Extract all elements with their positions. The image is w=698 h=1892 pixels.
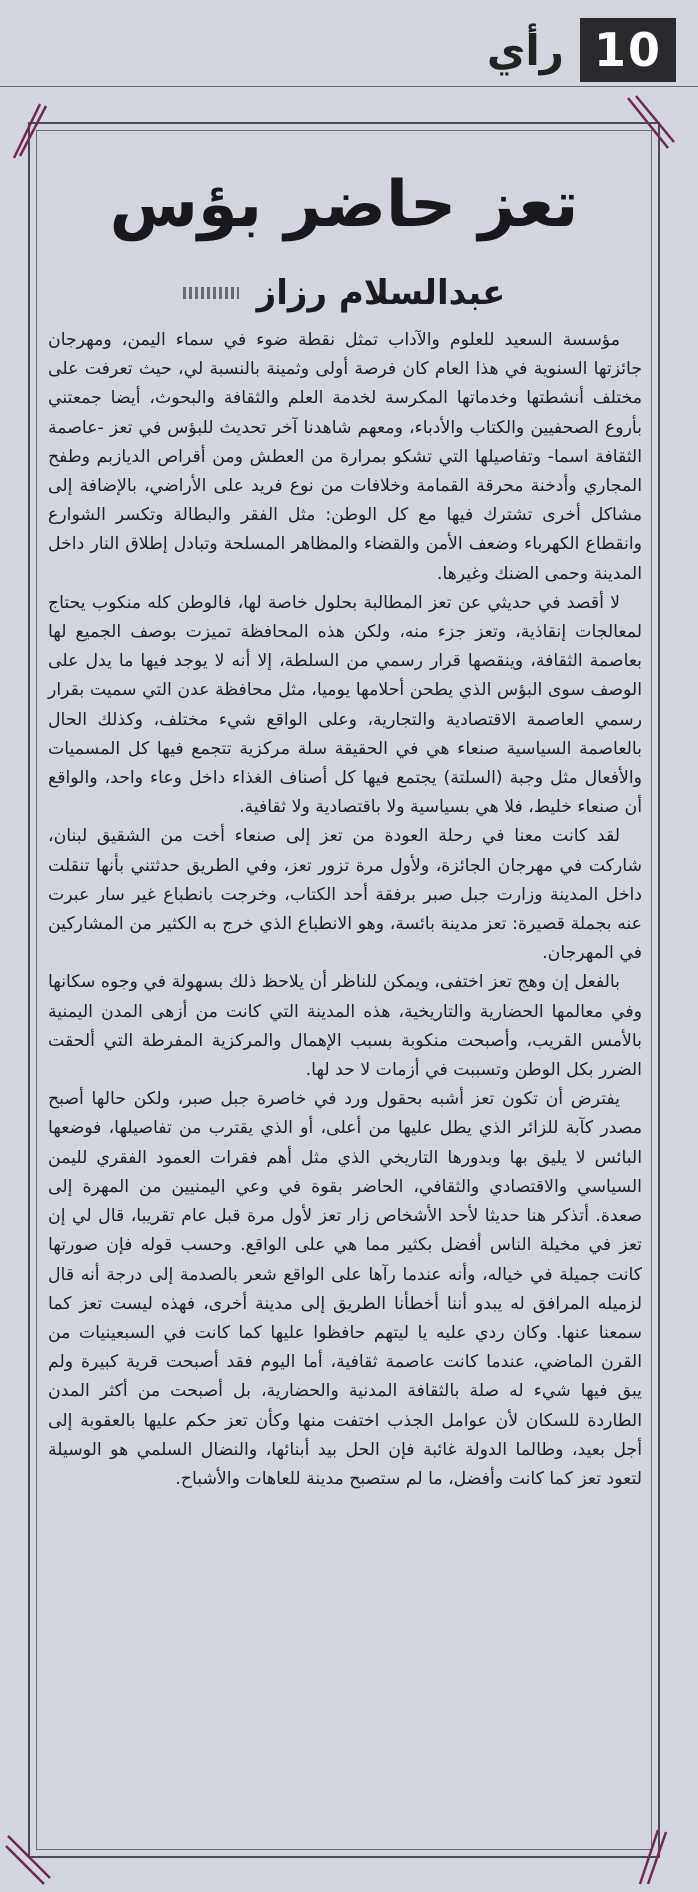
pen-mark-top-right <box>622 92 682 152</box>
pen-mark-bottom-left <box>4 1826 64 1886</box>
byline-row <box>36 268 652 318</box>
article-paragraph: يفترض أن تكون تعز أشبه بحقول ورد في خاصرة جبل صبر، ولكن حالها أصبح مصدر كآبة للزائر الذي يطل عليها من أعلى، أو الذي يقترب من تفاصيلها، فوضعها البائس لا يليق بها وبدورها التاريخي الذي مثل أهم فقرات العمود الفقري لليمن السياسي والاقتصادي والثقافي، الحاضر بقوة في وعي اليمنيين من المهرة إلى صعدة. أتذكر هنا حديثا لأحد الأشخاص زار تعز لأول مرة قبل عام تقريبا، قال لي إن تعز في مخيلة الناس أفضل بكثير مما هي على الواقع. وحسب قوله فإن صورتها كانت جميلة في خياله، وأنه عندما رآها على الواقع شعر بالصدمة إلى درجة أنه قال لزميله المرافق له يبدو أننا أخطأنا الطريق إلى مدينة أخرى، فهذه ليست تعز كما سمعنا عنها. وكان ردي عليه يا ليتهم حافظوا عليها كما كانت في السبعينيات من القرن الماضي، عندما كانت عاصمة ثقافية، أما اليوم فقد أصبحت قرية كبيرة ولم يبق فيها شيء له صلة بالثقافة المدنية والحضارية، بل أصبحت من أكثر المدن الطاردة للسكان لأن عوامل الجذب اختفت منها وكأن تعز حكم عليها بالعقوبة إلى أجل بعيد، وطالما الدولة غائبة فإن الحل بيد أبنائها، والنضال السلمي هو الوسيلة لتعود تعز كما كانت وأفضل، ما لم ستصبح مدينة للعاهات والأشباح. <box>48 1089 642 1489</box>
header-divider <box>0 86 698 87</box>
article-paragraph: بالفعل إن وهج تعز اختفى، ويمكن للناظر أن يلاحظ ذلك بسهولة في وجوه سكانها وفي معالمها الحضارية والتاريخية، هذه المدينة التي كانت من أزهى المدن اليمنية بالأمس القريب، وأصبحت منكوبة بسبب الإهمال والمركزية المفرطة التي ألحقت الضرر بكل الوطن وتسببت في أزمات لا حد لها. <box>48 972 642 1081</box>
section-label: رأي <box>486 25 564 75</box>
article-paragraph: لقد كانت معنا في رحلة العودة من تعز إلى صنعاء أخت من الشقيق لبنان، شاركت في مهرجان الجائزة، ولأول مرة تزور تعز، وفي الطريق حدثتني بأنها تنقلت داخل المدينة وزارت جبل صبر برفقة أحد الكتاب، وخرجت بانطباع غير سار عبرت عنه بجملة قصيرة: تعز مدينة بائسة، وهو الانطباع الذي خرج به الكثير من المشاركين في المهرجان. <box>48 826 642 964</box>
pen-mark-top-left <box>6 100 66 160</box>
page-number: 10 <box>580 18 676 82</box>
article-paragraph: لا أقصد في حديثي عن تعز المطالبة بحلول خاصة لها، فالوطن كله منكوب يحتاج لمعالجات إنقاذية، وتعز جزء منه، ولكن هذه المحافظة تميزت بوصف الجميع لها بعاصمة الثقافة، وينقصها قرار رسمي من السلطة، إلا أنه لا يوجد فيها ما يدل على الوصف سوى البؤس الذي يطحن أحلامها يوميا، مثل محافظة عدن التي سميت بقرار رسمي العاصمة الاقتصادية والتجارية، وعلى الواقع شيء مختلف، وكذلك الحال بالعاصمة السياسية صنعاء هي في الحقيقة سلة مركزية تتجمع فيها كل المسميات والأفعال مثل وجبة (السلتة) يجتمع فيها كل أصناف الغذاء داخل وعاء واحد، والواقع أن صنعاء خليط، فلا هي بسياسية ولا باقتصادية ولا ثقافية. <box>48 592 642 818</box>
pen-mark-bottom-right <box>630 1826 690 1886</box>
article-title: تعز حاضر بؤس <box>109 168 579 242</box>
byline-ornament <box>183 287 239 299</box>
article-body <box>48 326 642 1494</box>
author-name: عبدالسلام رزاز <box>256 273 506 313</box>
page-header <box>487 18 676 82</box>
article-paragraph: مؤسسة السعيد للعلوم والآداب تمثل نقطة ضوء في سماء اليمن، ومهرجان جائزتها السنوية في هذا العام كان فرصة أولى وثمينة بالنسبة لي، حيث تعرفت على مختلف أنشطتها وخدماتها المكرسة لخدمة العلم والثقافة والبحوث، أيضا جمعتني بأروع الصحفيين والكتاب والأدباء، ومعهم شاهدنا آخر تحديث للبؤس في تعز -عاصمة الثقافة اسما- وتفاصيلها التي تشكو بمرارة من العطش ومن أقراص الديازبم وطفح المجاري وأدخنة محرقة القمامة وخلافات من نوع فريد على الأراضي، بالإضافة إلى مشاكل أخرى تشترك فيها مع كل الوطن: مثل الفقر والبطالة وتكسر الشوارع وانقطاع الكهرباء وضعف الأمن والقضاء والمظاهر المسلحة وتبادل إطلاق النار داخل المدينة وحمى الضنك وغيرها. <box>48 330 642 584</box>
